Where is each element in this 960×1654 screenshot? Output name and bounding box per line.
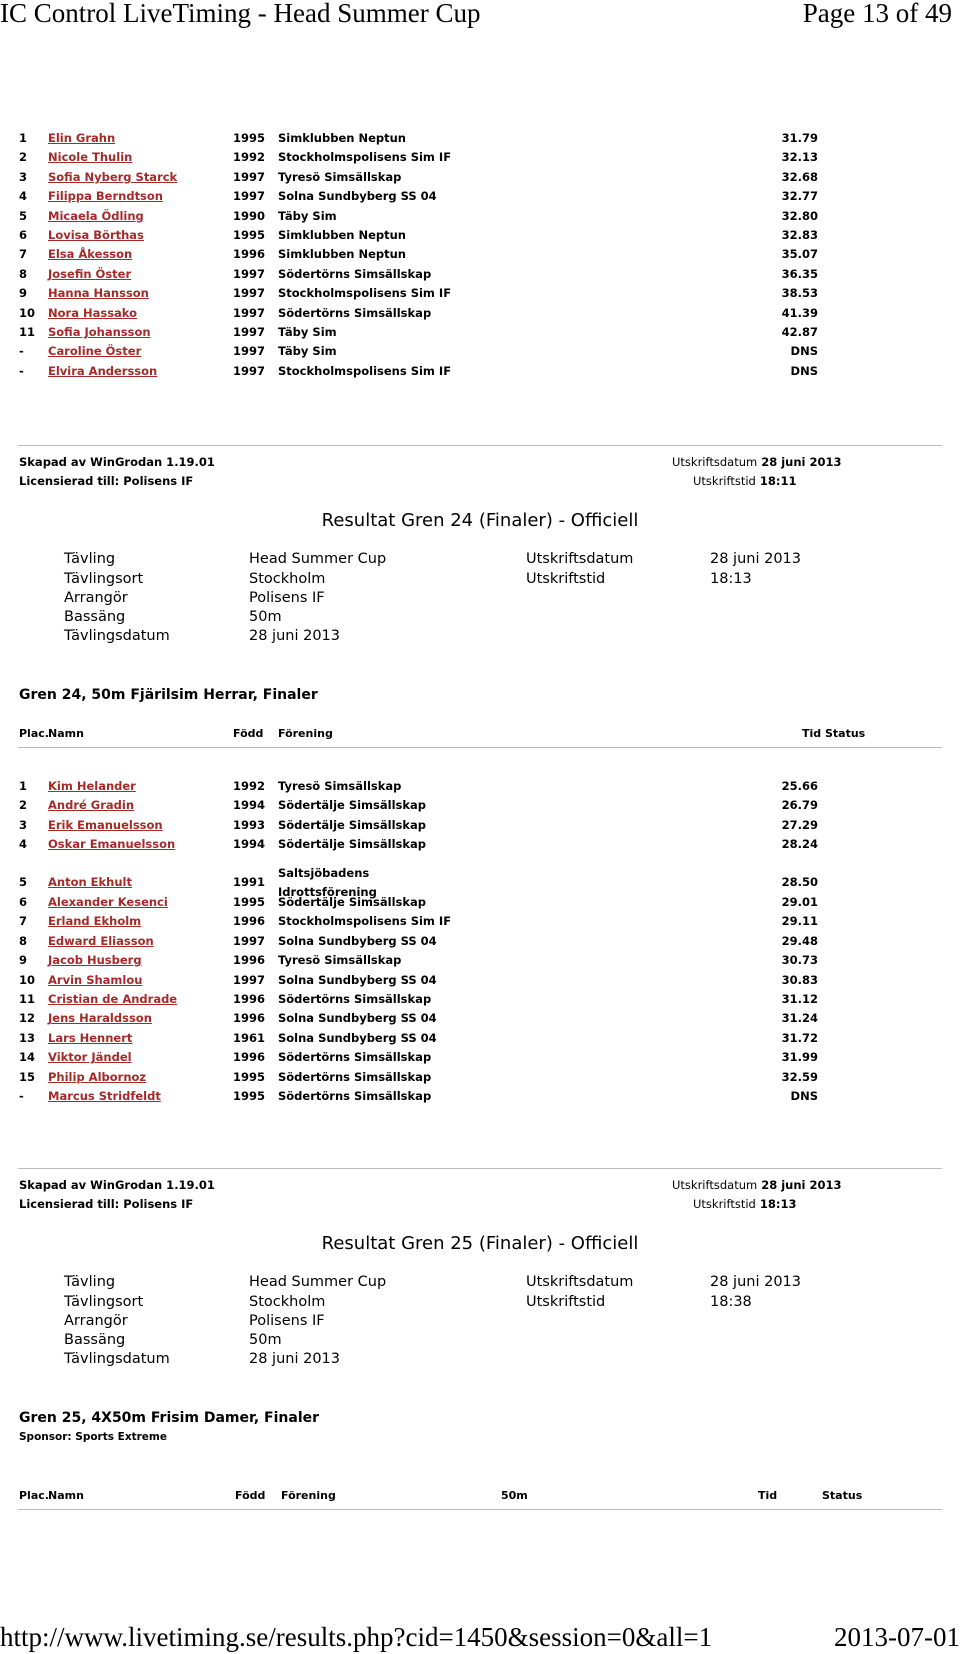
result-time: 31.99 [781,1050,818,1065]
birth-year: 1997 [233,933,266,948]
place: 1 [19,779,28,793]
divider [18,747,942,748]
swimmer-name-link[interactable]: Philip Albornoz [48,1069,147,1084]
info-label: Tävling [64,1274,116,1290]
swimmer-name-link[interactable]: Caroline Öster [48,344,142,359]
club: Södertörns Simsällskap [278,1069,432,1084]
result-time: 29.01 [781,895,818,909]
swimmer-name-link[interactable]: Nicole Thulin [48,150,133,165]
birth-year: 1997 [233,972,266,987]
sponsor-text: Sponsor: Sports Extreme [19,1431,167,1443]
birth-year: 1997 [233,189,266,204]
birth-year: 1996 [233,1011,266,1026]
result-time: 36.35 [781,266,818,281]
info-value: 28 juni 2013 [249,1351,341,1367]
swimmer-name-link[interactable]: Cristian de Andrade [48,992,178,1006]
column-header-time: Tid [758,1489,778,1502]
club: Södertälje Simsällskap [278,895,427,909]
place: 4 [19,189,28,204]
swimmer-name-link[interactable]: Filippa Berndtson [48,189,163,204]
column-header-place: Plac. [19,727,49,740]
column-header-club: Förening [278,727,333,740]
result-time: 25.66 [781,779,818,793]
swimmer-name-link[interactable]: Nora Hassako [48,305,138,320]
swimmer-name-link[interactable]: Alexander Kesenci [48,895,168,909]
place: 4 [19,837,28,852]
info-label: Tävlingsort [64,571,144,587]
info-label: Arrangör [64,1313,128,1329]
page-number: Page 13 of 49 [802,0,952,28]
club: Idrottsförening [278,885,377,899]
place: 7 [19,247,28,262]
club: Södertörns Simsällskap [278,305,432,320]
info-value: 28 juni 2013 [710,551,802,567]
result-title-gren25: Resultat Gren 25 (Finaler) - Officiell [321,1233,639,1254]
table-row [0,912,960,931]
table-row [0,168,960,187]
result-time: 29.11 [781,914,818,929]
place: 7 [19,914,28,929]
info-value: Polisens IF [249,590,325,606]
swimmer-name-link[interactable]: Josefin Öster [48,266,132,281]
swimmer-name-link[interactable]: Arvin Shamlou [48,972,143,987]
info-value: Polisens IF [249,1313,325,1329]
table-row [0,932,960,951]
result-time: 26.79 [781,798,818,813]
table-row [0,148,960,167]
place: 11 [19,992,36,1006]
result-time: 30.83 [781,972,818,987]
club: Södertälje Simsällskap [278,817,427,832]
footer-date: 2013-07-01 [834,1622,960,1652]
column-header-name: Namn [48,727,84,740]
club: Stockholmspolisens Sim IF [278,286,452,301]
swimmer-name-link[interactable]: Kim Helander [48,779,136,793]
place: 13 [19,1030,36,1045]
print-time: Utskriftstid 18:13 [693,1197,797,1211]
swimmer-name-link[interactable]: Lovisa Börthas [48,228,144,242]
table-row [0,1087,960,1106]
info-value: 28 juni 2013 [249,628,341,644]
table-row [0,207,960,226]
swimmer-name-link[interactable]: Viktor Jändel [48,1050,132,1065]
info-label: Tävling [64,551,116,567]
place: 8 [19,266,28,281]
place: - [19,1089,24,1103]
club: Saltsjöbadens [278,866,370,880]
place: 9 [19,286,28,301]
place: 14 [19,1050,36,1065]
divider [18,1509,942,1510]
table-row [0,1029,960,1048]
swimmer-name-link[interactable]: Sofia Johansson [48,325,151,339]
table-row [0,990,960,1009]
result-time: 31.12 [781,992,818,1006]
result-time: 32.80 [781,208,818,223]
event-heading-gren25: Gren 25, 4X50m Frisim Damer, Finaler [19,1410,320,1426]
info-label: Utskriftstid [526,571,606,587]
table-row [0,1068,960,1087]
swimmer-name-link[interactable]: Elsa Åkesson [48,247,133,262]
table-row [0,816,960,835]
result-time: DNS [790,363,818,378]
place: 9 [19,953,28,968]
table-row [0,342,960,361]
birth-year: 1997 [233,305,266,320]
column-header-club: Förening [281,1489,336,1502]
club: Tyresö Simsällskap [278,169,402,184]
divider [18,445,942,446]
birth-year: 1997 [233,286,266,301]
info-value: Head Summer Cup [249,1274,387,1290]
place: 3 [19,817,28,832]
info-label: Bassäng [64,609,126,625]
swimmer-name-link[interactable]: Edward Eliasson [48,933,154,948]
result-time: 31.79 [781,131,818,145]
club: Södertälje Simsällskap [278,798,427,813]
swimmer-name-link[interactable]: Oskar Emanuelsson [48,837,176,852]
table-row [0,265,960,284]
place: 11 [19,325,36,339]
birth-year: 1996 [233,953,266,968]
swimmer-name-link[interactable]: Elvira Andersson [48,363,158,378]
place: 6 [19,228,28,242]
result-time: 32.83 [781,228,818,242]
birth-year: 1997 [233,169,266,184]
info-value: Stockholm [249,571,326,587]
result-time: 38.53 [781,286,818,301]
table-row [0,951,960,970]
result-time: 32.13 [781,150,818,165]
place: - [19,363,24,378]
club: Simklubben Neptun [278,247,406,262]
column-header-place: Plac. [19,1489,49,1502]
place: 2 [19,798,28,813]
table-row [0,835,960,854]
result-time: 31.24 [781,1011,818,1026]
club: Stockholmspolisens Sim IF [278,150,452,165]
table-row [0,323,960,342]
place: 2 [19,150,28,165]
table-row [0,245,960,264]
place: 8 [19,933,28,948]
birth-year: 1997 [233,344,266,359]
swimmer-name-link[interactable]: Marcus Stridfeldt [48,1089,161,1103]
swimmer-name-link[interactable]: Hanna Hansson [48,286,149,301]
info-label: Utskriftsdatum [526,1274,634,1290]
swimmer-name-link[interactable]: André Gradin [48,798,135,813]
licensed-to: Licensierad till: Polisens IF [19,1197,194,1211]
birth-year: 1992 [233,779,266,793]
swimmer-name-link[interactable]: Erik Emanuelsson [48,817,163,832]
result-time: 31.72 [781,1030,818,1045]
club: Södertörns Simsällskap [278,266,432,281]
table-row [0,1048,960,1067]
place: 10 [19,305,36,320]
info-value: 18:38 [710,1294,752,1310]
table-row [0,777,960,796]
result-title-gren24: Resultat Gren 24 (Finaler) - Officiell [321,510,639,531]
birth-year: 1995 [233,1069,266,1084]
club: Tyresö Simsällskap [278,779,402,793]
place: - [19,344,24,359]
result-time: 32.68 [781,169,818,184]
club: Täby Sim [278,344,337,359]
result-time: 29.48 [781,933,818,948]
club: Solna Sundbyberg SS 04 [278,1030,437,1045]
print-date: Utskriftsdatum 28 juni 2013 [672,1178,842,1192]
club: Solna Sundbyberg SS 04 [278,1011,437,1026]
place: 1 [19,131,28,145]
column-header-time-status: Tid Status [802,727,866,740]
place: 15 [19,1069,36,1084]
club: Stockholmspolisens Sim IF [278,363,452,378]
info-value: 18:13 [710,571,752,587]
swimmer-name-link[interactable]: Erland Ekholm [48,914,142,929]
result-time: 32.77 [781,189,818,204]
place: 3 [19,169,28,184]
swimmer-name-link[interactable]: Micaela Ödling [48,208,144,223]
info-label: Tävlingsdatum [64,628,170,644]
info-label: Arrangör [64,590,128,606]
info-label: Tävlingsdatum [64,1351,170,1367]
birth-year: 1995 [233,1089,266,1103]
table-row [0,971,960,990]
result-time: 27.29 [781,817,818,832]
club: Södertörns Simsällskap [278,1050,432,1065]
result-time: 42.87 [781,325,818,339]
result-time: 35.07 [781,247,818,262]
birth-year: 1996 [233,914,266,929]
divider [18,1168,942,1169]
place: 5 [19,875,28,889]
place: 10 [19,972,36,987]
swimmer-name-link[interactable]: Sofia Nyberg Starck [48,169,178,184]
document-title: IC Control LiveTiming - Head Summer Cup [0,0,481,28]
birth-year: 1994 [233,798,266,813]
created-by: Skapad av WinGrodan 1.19.01 [19,1178,215,1192]
place: 5 [19,208,28,223]
club: Södertälje Simsällskap [278,837,427,852]
birth-year: 1995 [233,131,266,145]
club: Simklubben Neptun [278,228,406,242]
birth-year: 1997 [233,325,266,339]
column-header-split: 50m [501,1489,528,1502]
birth-year: 1996 [233,992,266,1006]
club: Solna Sundbyberg SS 04 [278,189,437,204]
birth-year: 1993 [233,817,266,832]
info-label: Utskriftsdatum [526,551,634,567]
column-header-status: Status [822,1489,863,1502]
table-row [0,187,960,206]
swimmer-name-link[interactable]: Anton Ekhult [48,875,132,889]
result-time: 28.24 [781,837,818,852]
club: Södertörns Simsällskap [278,992,432,1006]
club: Täby Sim [278,208,337,223]
club: Stockholmspolisens Sim IF [278,914,452,929]
club: Solna Sundbyberg SS 04 [278,972,437,987]
birth-year: 1996 [233,247,266,262]
table-row [0,1009,960,1028]
result-time: DNS [790,344,818,359]
result-time: DNS [790,1089,818,1103]
swimmer-name-link[interactable]: Elin Grahn [48,131,116,145]
print-time: Utskriftstid 18:11 [693,474,797,488]
info-label: Tävlingsort [64,1294,144,1310]
birth-year: 1994 [233,837,266,852]
club: Simklubben Neptun [278,131,406,145]
table-row [0,226,960,245]
info-value: 28 juni 2013 [710,1274,802,1290]
column-header-name: Namn [48,1489,84,1502]
table-row [0,796,960,815]
column-header-born: Född [235,1489,266,1502]
club: Solna Sundbyberg SS 04 [278,933,437,948]
club: Södertörns Simsällskap [278,1089,432,1103]
result-time: 32.59 [781,1069,818,1084]
birth-year: 1995 [233,228,266,242]
birth-year: 1990 [233,208,266,223]
place: 12 [19,1011,36,1026]
swimmer-name-link[interactable]: Lars Hennert [48,1030,133,1045]
table-row [0,304,960,323]
swimmer-name-link[interactable]: Jacob Husberg [48,953,142,968]
place: 6 [19,895,28,909]
birth-year: 1961 [233,1030,266,1045]
birth-year: 1991 [233,875,266,889]
info-value: Head Summer Cup [249,551,387,567]
result-time: 28.50 [781,875,818,889]
result-time: 41.39 [781,305,818,320]
info-label: Bassäng [64,1332,126,1348]
info-value: Stockholm [249,1294,326,1310]
club: Täby Sim [278,325,337,339]
table-row [0,893,960,912]
event-heading-gren24: Gren 24, 50m Fjärilsim Herrar, Finaler [19,687,318,703]
swimmer-name-link[interactable]: Jens Haraldsson [48,1011,152,1026]
club: Tyresö Simsällskap [278,953,402,968]
birth-year: 1992 [233,150,266,165]
info-value: 50m [249,609,282,625]
column-header-born: Född [233,727,264,740]
created-by: Skapad av WinGrodan 1.19.01 [19,455,215,469]
table-row [0,362,960,381]
birth-year: 1995 [233,895,266,909]
birth-year: 1997 [233,363,266,378]
info-value: 50m [249,1332,282,1348]
birth-year: 1996 [233,1050,266,1065]
result-time: 30.73 [781,953,818,968]
birth-year: 1997 [233,266,266,281]
licensed-to: Licensierad till: Polisens IF [19,474,194,488]
footer-url: http://www.livetiming.se/results.php?cid=1450&session=0&all=1 [0,1622,713,1652]
print-date: Utskriftsdatum 28 juni 2013 [672,455,842,469]
table-row [0,284,960,303]
info-label: Utskriftstid [526,1294,606,1310]
table-row [0,129,960,148]
